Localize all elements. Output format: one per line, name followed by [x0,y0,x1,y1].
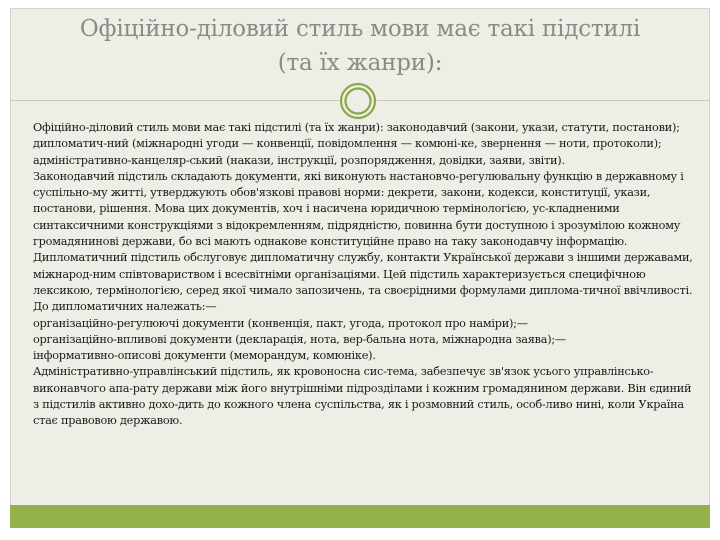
paragraph-8: Адміністративно-управлінський підстиль, як кровоносна сис-тема, забезпечує зв'язок усього управлінсько-виконавчого апа-рату держави між його внутрішніми підрозділами і кожним громадянином держави. Він єдиний з підстилів активно дохо-дить до кожного члена суспільства, як і розмовний стиль, особ-ливо нині, коли Україна стає правовою державою. [33,365,692,428]
paragraph-2: Законодавчий підстиль складають документи, які виконують настановчо-регулювальну функцію в державному і суспільно-му житті, утверджують обов'язкові правові норми: декрети, закони, кодекси, конституції, укази, постанови, рішення. Мова цих документів, хоч і насичена юридичною термінологією, ус-кладненими синтаксичними конструкціями з відокремленням, підрядністю, повинна бути доступною і зрозумілою кожному громадянинові держави, бо всі мають однакове конституційне право на таку законодавчу інформацію. [33,169,684,249]
paragraph-1: Офіційно-діловий стиль мови має такі підстилі (та їх жанри): законодавчий (закони, укази, статути, постанови); дипломатич-ний (міжнародні угоди — конвенції, повідомлення — комюні-ке, звернення — ноти, протоколи); адміністративно-канцеляр-ський (накази, інструкції, розпорядження, довідки, заяви, звіти). [33,121,680,167]
paragraph-5: організаційно-регулюючі документи (конвенція, пакт, угода, протокол про наміри);— [33,316,528,330]
paragraph-4: До дипломатичних належать:— [33,300,217,314]
title-line-2: (та їх жанри): [277,50,443,76]
body-text [33,120,693,430]
paragraph-7: інформативно-описові документи (меморандум, комюніке). [33,349,376,363]
slide-title [10,8,710,80]
bottom-accent-bar [10,505,710,528]
paragraph-6: організаційно-впливові документи (декларація, нота, вер-бальна нота, міжнародна заява);— [33,332,566,346]
title-line-1: Офіційно-діловий стиль мови має такі підстилі [79,16,641,42]
paragraph-3: Дипломатичний підстиль обслуговує дипломатичну службу, контакти Української держави з іншими державами, міжнарод-ним співтовариством і всесвітніми організаціями. Цей підстиль характеризується специфічною лексикою, термінологією, серед якої чимало запозичень, та своєрідними формулами диплома-тичної ввічливості. [33,251,693,297]
double-ring-ornament-icon [338,81,378,121]
